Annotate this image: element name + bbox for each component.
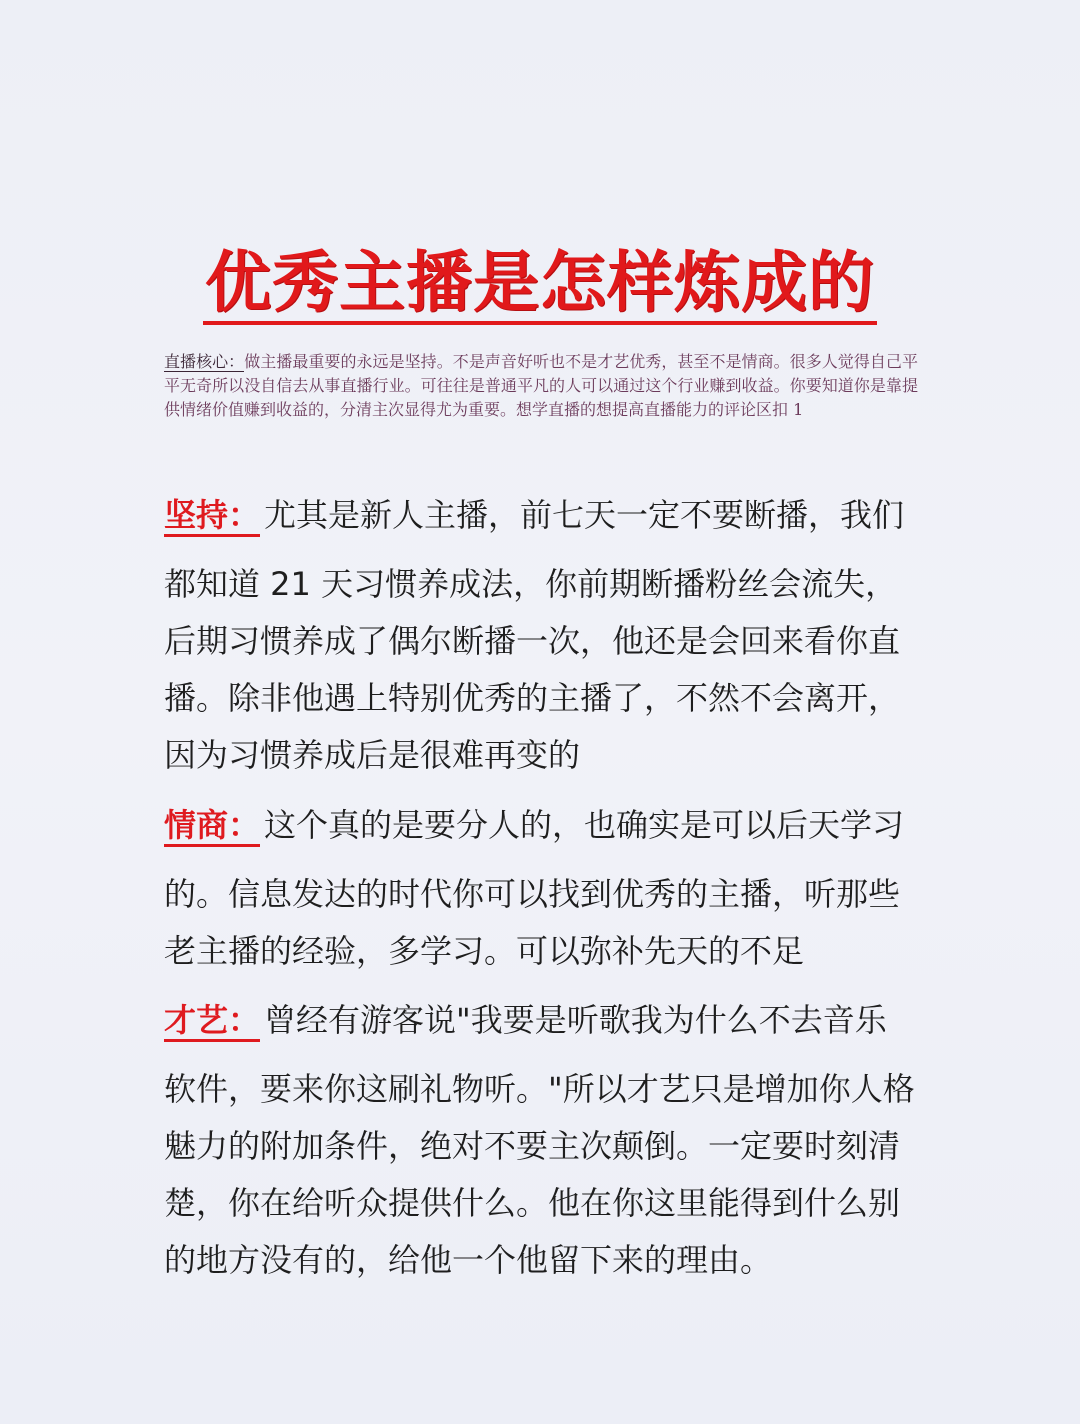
intro-label: 直播核心：	[164, 352, 245, 371]
section-line: 老主播的经验，多学习。可以弥补先天的不足	[164, 932, 805, 970]
section-talent	[164, 995, 918, 1289]
section-line: 曾经有游客说"我要是听歌我为什么不去音乐	[264, 1001, 887, 1039]
section-line: 的。信息发达的时代你可以找到优秀的主播，听那些	[164, 875, 901, 913]
section-eq	[164, 800, 918, 980]
intro-line: 做主播最重要的永远是坚持。不是声音好听也不是才艺优秀，甚至不是情商。很	[244, 352, 806, 371]
section-line: 后期习惯养成了偶尔断播一次，他还是会回来看你直	[164, 622, 901, 660]
section-first-line	[164, 490, 918, 540]
intro-line: 业赚到收益。你要知道你是靠提供情绪价值赚到收益的，分清主次显得尤为重要。想学直播	[164, 376, 918, 419]
section-label: 才艺：	[164, 1001, 260, 1042]
section-line: 尤其是新人主播，前七天一定不要断播，我们	[264, 496, 905, 534]
page-title	[0, 238, 1080, 328]
intro-line: 的想提高直播能力的评论区扣 1	[580, 400, 804, 419]
section-line: 因为习惯养成后是很难再变的	[164, 736, 581, 774]
section-label: 坚持：	[164, 496, 260, 537]
section-first-line	[164, 995, 918, 1045]
intro-paragraph	[164, 350, 918, 422]
section-line: 这个真的是要分人的，也确实是可以后天学习	[264, 806, 905, 844]
section-line: 魅力的附加条件，绝对不要主次颠倒。一定要时刻清	[164, 1127, 901, 1165]
section-line: 都知道 21 天习惯养成法，你前期断播粉丝会流失，	[164, 565, 898, 603]
section-first-line	[164, 800, 918, 850]
section-label: 情商：	[164, 806, 260, 847]
page-title-text: 优秀主播是怎样炼成的	[203, 245, 877, 325]
intro-line: 多人觉得自己平平无奇所以没自信去从事直播行业。可往往是普通平凡的人可以通过这个行	[164, 352, 918, 395]
section-persistence	[164, 490, 918, 784]
section-line: 楚，你在给听众提供什么。他在你这里能得到什么别	[164, 1184, 901, 1222]
section-line: 播。除非他遇上特别优秀的主播了，不然不会离开，	[164, 679, 901, 717]
section-line: 软件，要来你这刷礼物听。"所以才艺只是增加你人格	[164, 1070, 915, 1108]
section-line: 的地方没有的，给他一个他留下来的理由。	[164, 1241, 773, 1279]
